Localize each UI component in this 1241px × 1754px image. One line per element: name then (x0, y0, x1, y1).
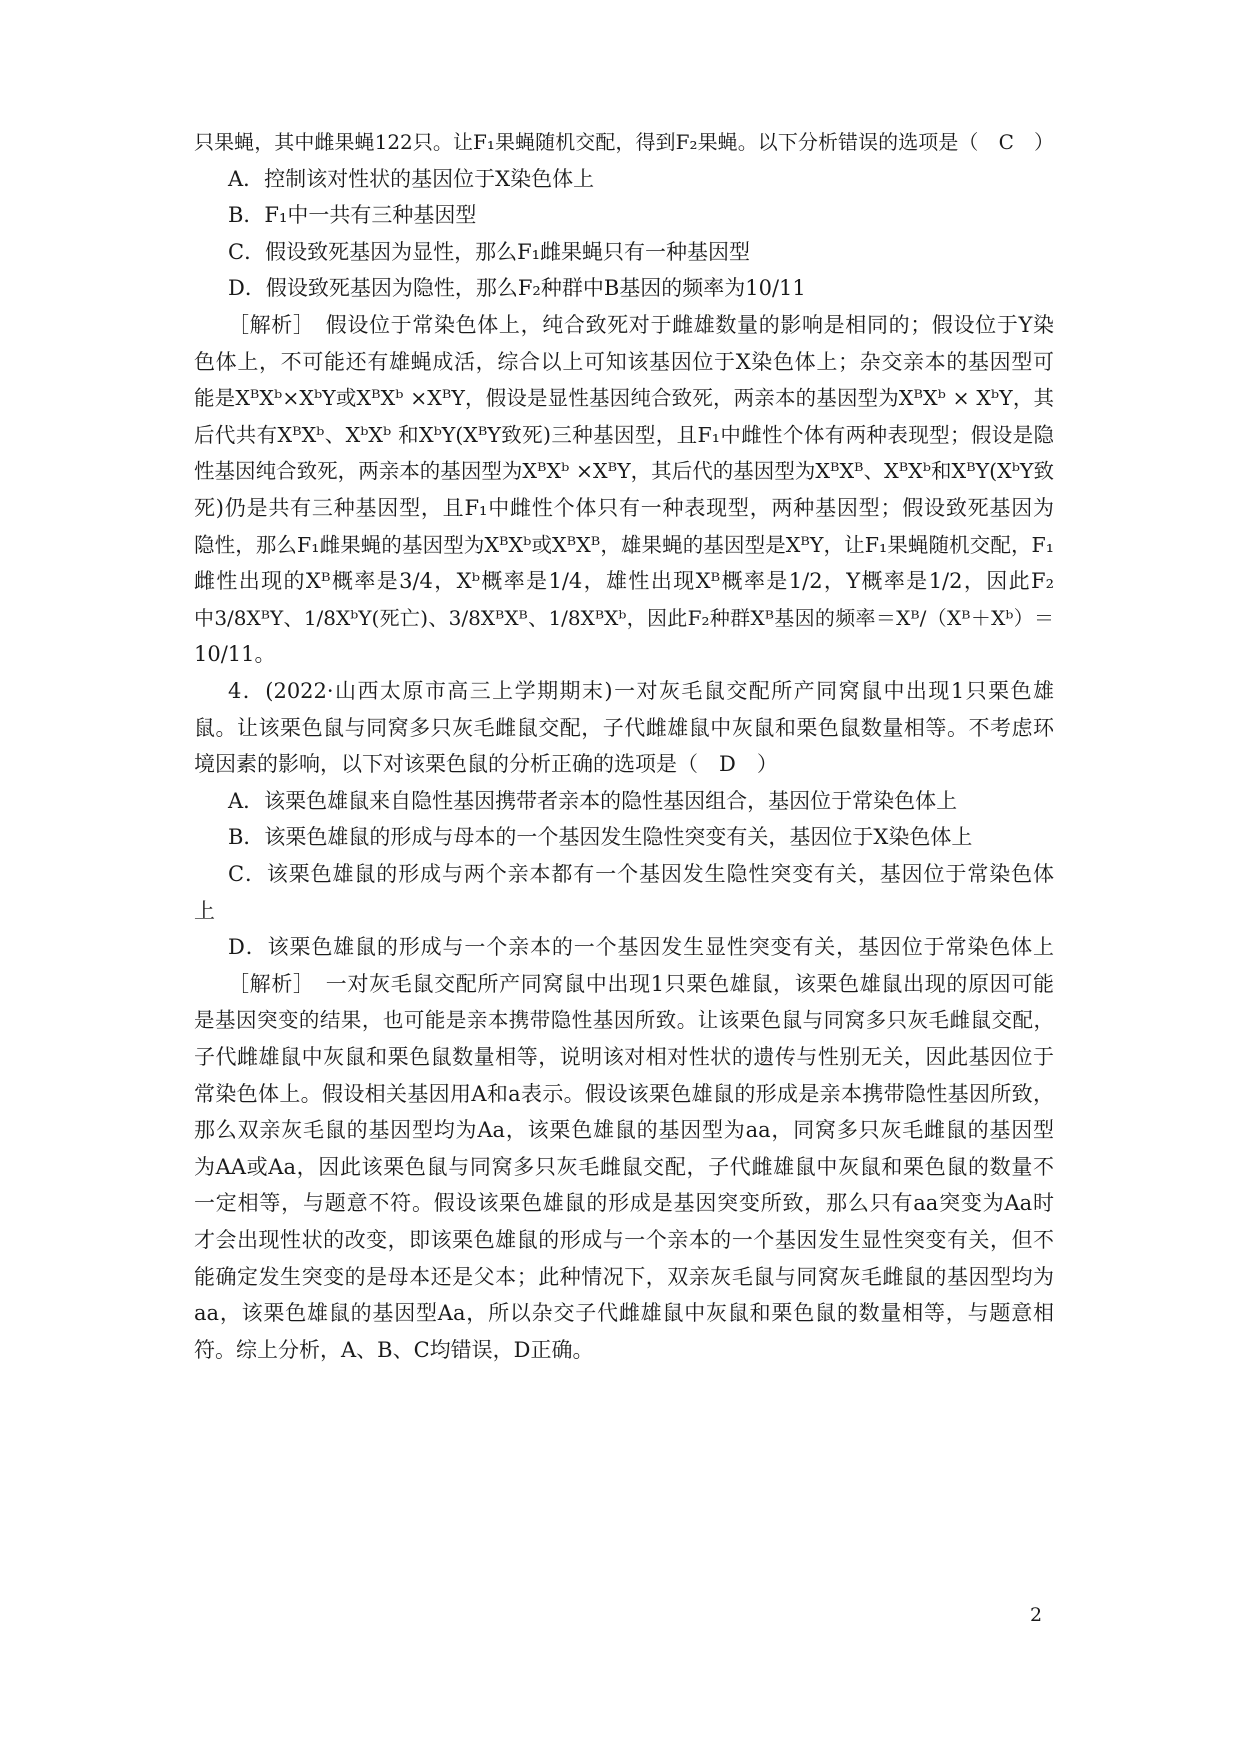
text-line: 一定相等，与题意不符。假设该栗色雄鼠的形成是基因突变所致，那么只有aa突变为Aa时 (194, 1191, 1054, 1216)
text-line: 中3/8XᴮY、1/8XᵇY(死亡)、3/8XᴮXᴮ、1/8XᴮXᵇ，因此F₂种群Xᴮ基因的频率＝Xᴮ/（Xᴮ＋Xᵇ）＝ (194, 605, 1054, 630)
text-line: 那么双亲灰毛鼠的基因型均为Aa，该栗色雄鼠的基因型为aa，同窝多只灰毛雌鼠的基因型 (194, 1118, 1054, 1143)
text-line: 死)仍是共有三种基因型，且F₁中雌性个体只有一种表现型，两种基因型；假设致死基因为 (194, 496, 1054, 520)
text-line: 上 (194, 898, 215, 923)
text-line: 才会出现性状的改变，即该栗色雄鼠的形成与一个亲本的一个基因发生显性突变有关，但不 (194, 1228, 1054, 1252)
text-line: ［解析］ 一对灰毛鼠交配所产同窝鼠中出现1只栗色雄鼠，该栗色雄鼠出现的原因可能 (228, 971, 1054, 996)
text-line: B．F₁中一共有三种基因型 (228, 203, 477, 228)
text-line: 隐性，那么F₁雌果蝇的基因型为XᴮXᵇ或XᴮXᴮ，雄果蝇的基因型是XᴮY，让F₁果蝇随机交配，F₁ (194, 532, 1054, 557)
text-line: 4．(2022·山西太原市高三上学期期末)一对灰毛鼠交配所产同窝鼠中出现1只栗色雄 (228, 679, 1054, 703)
text-line: 能是XᴮXᵇ×XᵇY或XᴮXᵇ ×XᴮY，假设是显性基因纯合致死，两亲本的基因型为XᴮXᵇ × XᵇY，其 (194, 386, 1054, 411)
text-line: C．该栗色雄鼠的形成与两个亲本都有一个基因发生隐性突变有关，基因位于常染色体 (228, 862, 1054, 886)
text-line: 后代共有XᴮXᵇ、XᵇXᵇ 和XᵇY(XᴮY致死)三种基因型，且F₁中雌性个体有两种表现型；假设是隐 (194, 422, 1054, 447)
text-line: 色体上，不可能还有雄蝇成活，综合以上可知该基因位于X染色体上；杂交亲本的基因型可 (194, 349, 1054, 374)
text-line: aa，该栗色雄鼠的基因型Aa，所以杂交子代雌雄鼠中灰鼠和栗色鼠的数量相等，与题意相 (194, 1301, 1054, 1326)
text-line: D．假设致死基因为隐性，那么F₂种群中B基因的频率为10/11 (228, 276, 806, 301)
text-line: 10/11。 (194, 642, 276, 667)
text-line: A．控制该对性状的基因位于X染色体上 (228, 166, 595, 191)
text-line: 能确定发生突变的是母本还是父本；此种情况下，双亲灰毛鼠与同窝灰毛雌鼠的基因型均为 (194, 1264, 1054, 1289)
text-line: A．该栗色雄鼠来自隐性基因携带者亲本的隐性基因组合，基因位于常染色体上 (228, 788, 958, 813)
text-line: 常染色体上。假设相关基因用A和a表示。假设该栗色雄鼠的形成是亲本携带隐性基因所致， (194, 1081, 1054, 1106)
page-number: 2 (1030, 1604, 1043, 1626)
text-line: B．该栗色雄鼠的形成与母本的一个基因发生隐性突变有关，基因位于X染色体上 (228, 825, 973, 850)
text-line: 子代雌雄鼠中灰鼠和栗色鼠数量相等，说明该对相对性状的遗传与性别无关，因此基因位于 (194, 1045, 1054, 1069)
text-line: ［解析］ 假设位于常染色体上，纯合致死对于雌雄数量的影响是相同的；假设位于Y染 (228, 313, 1054, 337)
text-line: 性基因纯合致死，两亲本的基因型为XᴮXᵇ ×XᴮY，其后代的基因型为XᴮXᴮ、XᴮXᵇ和XᴮY(XᵇY致 (194, 459, 1054, 484)
text-line: 境因素的影响，以下对该栗色鼠的分析正确的选项是（ D ） (194, 752, 778, 777)
text-line: D．该栗色雄鼠的形成与一个亲本的一个基因发生显性突变有关，基因位于常染色体上 (228, 935, 1054, 960)
text-line: 符。综上分析，A、B、C均错误，D正确。 (194, 1337, 594, 1362)
text-line: 鼠。让该栗色鼠与同窝多只灰毛雌鼠交配，子代雌雄鼠中灰鼠和栗色鼠数量相等。不考虑环 (194, 715, 1054, 740)
text-line: 只果蝇，其中雌果蝇122只。让F₁果蝇随机交配，得到F₂果蝇。以下分析错误的选项是（ C ） (194, 130, 1054, 154)
text-line: C．假设致死基因为显性，那么F₁雌果蝇只有一种基因型 (228, 239, 751, 264)
text-line: 为AA或Aa，因此该栗色鼠与同窝多只灰毛雌鼠交配，子代雌雄鼠中灰鼠和栗色鼠的数量不 (194, 1154, 1054, 1179)
text-line: 雌性出现的Xᴮ概率是3/4，Xᵇ概率是1/4，雄性出现Xᴮ概率是1/2，Y概率是1/2，因此F₂ (194, 569, 1054, 594)
text-line: 是基因突变的结果，也可能是亲本携带隐性基因所致。让该栗色鼠与同窝多只灰毛雌鼠交配， (194, 1008, 1054, 1033)
